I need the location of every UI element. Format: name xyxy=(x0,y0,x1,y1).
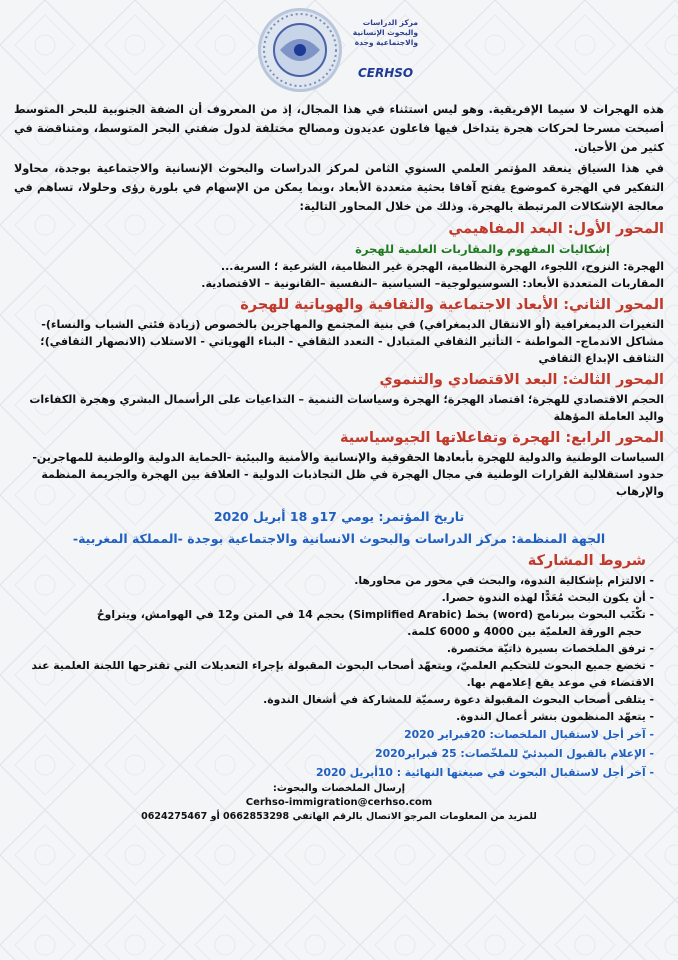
condition-item: - يتلقى أصحاب البحوث المقبولة دعوة رسميّة للمشاركة في أشغال الندوة. xyxy=(263,693,654,706)
contact-label: إرسال الملخصات والبحوث: xyxy=(272,783,406,794)
deadline-item: - آخر أجل لاستقبال البحوث في صيغتها النهائية : 10أبريل 2020 xyxy=(315,766,654,779)
condition-item: - ترفق الملخصات بسيرة ذاتيّة مختصرة. xyxy=(446,642,654,655)
contact-email[interactable]: Cerhso-immigration@cerhso.com xyxy=(245,797,433,808)
condition-item: - أن يكون البحث مُعَدًّا لهذه الندوة حصرا. xyxy=(441,591,654,604)
axis-2-title: المحور الثاني: الأبعاد الاجتماعية والثقافية والهوياتية للهجرة xyxy=(240,297,664,313)
organizer: الجهة المنظمة: مركز الدراسات والبحوث الانسانية والاجتماعية بوجدة -المملكة المغربية- xyxy=(72,531,606,546)
logo-name-line: والبحوث الإنسانية xyxy=(352,28,418,37)
axis-3-title: المحور الثالث: البعد الاقتصادي والتنموي xyxy=(379,372,664,388)
logo-name xyxy=(348,18,418,48)
condition-item: - تكْتَب البحوث ببرنامج (word) بخط (Simplified Arabic) بحجم 14 في المتن و12 في الهوامش، ويتراوحُ xyxy=(96,608,654,621)
condition-item: حجم الورقة العلميّة بين 4000 و 6000 كلمة. xyxy=(407,625,642,638)
axis-4-line: السياسات الوطنية والدولية للهجرة بأبعادها الحقوقية والإنسانية والأمنية والبيئية -الحماية الدولية والوطنية للمهاجرين- حدود استقلالية القرارات الوطنية في مجال الهجرة في ظل التجاذبات الدولية - العلاقة بين الهجرة والجريمة المنظمة والإرهاب xyxy=(32,451,664,498)
axis-2-line: التغيرات الديمغرافية (أو الانتقال الديمغرافي) في بنية المجتمع والمهاجرين بالخصوص (زيادة فئتي الشباب والنساء)- مشاكل الاندماج- المواطنة - التأثير الثقافي المتبادل - التعدد الثقافي - البناء الهوياتي - الاستلاب (الانصهار الثقافي)؛ التثاقف الإبداع الثقافي xyxy=(40,318,664,365)
intro-paragraph: في هذا السياق ينعقد المؤتمر العلمي السنوي الثامن لمركز الدراسات والبحوث الإنسانية والاجتماعية بوجدة، محاولا التفكير في الهجرة كموضوع يفتح آفاقا بحثية متعددة الأبعاد ،وبما يمكن من الإسهام في بلورة رؤى وحلولا، تساهم في معالجة الإشكالات المرتبطة بالهجرة. وذلك من خلال المحاور التالية: xyxy=(14,162,664,213)
intro-paragraph: هذه الهجرات لا سيما الإفريقية. وهو ليس استثناء في هذا المجال، إذ من المعروف أن الضفة الجنوبية للبحر المتوسط أصبحت مسرحا لحركات هجرة يتداخل فيها فاعلون عديدون ومصالح مختلفة لدول ضفتي البحر المتوسط، ومتناقضة في كثير من الأحيان. xyxy=(14,103,664,154)
condition-item: - الالتزام بإشكالية الندوة، والبحث في محور من محاورها. xyxy=(354,574,654,587)
cerhso-logo xyxy=(258,2,418,94)
condition-item: - تخضع جميع البحوث للتحكيم العلميّ، ويتعهّد أصحاب البحوث المقبولة بإجراء التعديلات التي تقترحها اللجنة العلمية عند الاقتضاء في موعد يقع إعلامهم بها. xyxy=(31,659,654,689)
axis-1-line: المقاربات المتعددة الأبعاد: السوسيولوجية– السياسية –النفسية –القانونية – الاقتصادية. xyxy=(201,277,664,290)
axis-4-title: المحور الرابع: الهجرة وتفاعلاتها الجيوسياسية xyxy=(340,430,664,446)
deadline-item: - آخر أجل لاستقبال الملخصات: 20فبراير 2020 xyxy=(404,728,654,741)
deadline-item: - الإعلام بالقبول المبدئيّ للملخّصات: 25 فبراير2020 xyxy=(375,747,654,760)
axis-1-subtitle: إشكاليات المفهوم والمقاربات العلمية للهجرة xyxy=(355,242,610,256)
logo-emblem-icon xyxy=(258,8,342,92)
logo-acronym: CERHSO xyxy=(358,66,414,80)
axis-3-line: الحجم الاقتصادي للهجرة؛ اقتصاد الهجرة؛ الهجرة وسياسات التنمية – التداعيات على الرأسمال البشري وهجرة الكفاءات واليد العاملة المؤهلة xyxy=(29,393,664,423)
flyer-content xyxy=(14,100,664,824)
logo-name-line: والاجتماعية وجدة xyxy=(354,38,418,47)
conditions-title: شروط المشاركة xyxy=(527,553,646,569)
logo-name-line: مركز الدراسات xyxy=(362,18,418,27)
condition-item: - يتعهّد المنظمون بنشر أعمال الندوة. xyxy=(456,710,654,723)
conference-date: تاريخ المؤتمر: يومي 17و 18 أبريل 2020 xyxy=(213,509,465,524)
contact-phones: للمزيد من المعلومات المرجو الاتصال بالرقم الهاتفي 0662853298 أو 0624275467 xyxy=(141,811,537,822)
axis-1-title: المحور الأول: البعد المفاهيمي xyxy=(448,221,664,237)
axis-1-line: الهجرة: النزوح، اللجوء، الهجرة النظامية، الهجرة غير النظامية، الشرعية ؛ السرية... xyxy=(220,260,664,273)
